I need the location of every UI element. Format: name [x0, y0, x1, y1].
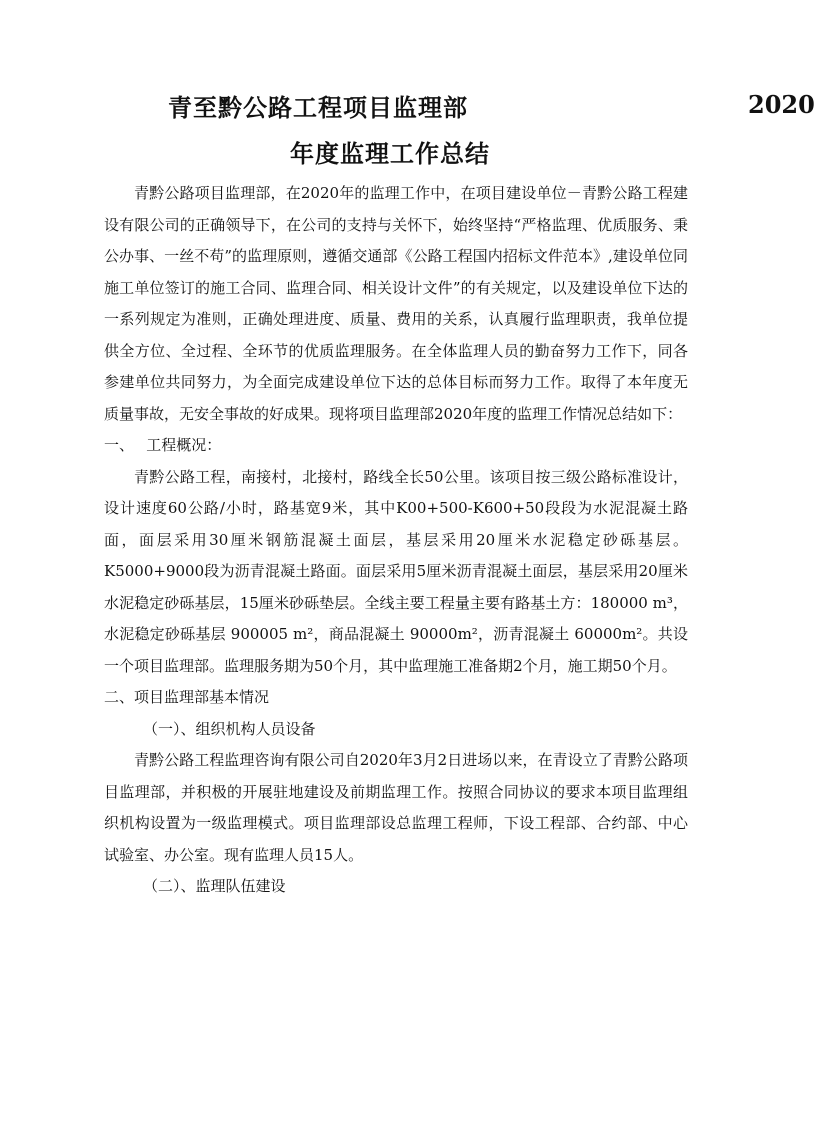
document-subtitle: 年度监理工作总结	[290, 139, 490, 168]
document-body	[104, 178, 688, 903]
subsection-heading-team: （二）、监理队伍建设	[143, 877, 286, 895]
organization-paragraph: 青黔公路工程监理咨询有限公司自2020年3月2日进场以来，在青设立了青黔公路项目监理部，并积极的开展驻地建设及前期监理工作。按照合同协议的要求本项目监理组织机构设置为一级监理模式。项目监理部设总监理工程师，下设工程部、合约部、中心试验室、办公室。现有监理人员15人。	[104, 751, 688, 864]
document-title: 青至黔公路工程项目监理部	[168, 93, 468, 122]
document-title-year: 2020	[748, 90, 815, 119]
section-heading-overview: 一、 工程概况：	[104, 436, 222, 454]
overview-paragraph: 青黔公路工程，南接村，北接村，路线全长50公里。该项目按三级公路标准设计，设计速度60公路/小时，路基宽9米，其中K00+500-K600+50段段为水泥混凝土路面，面层采用30厘米钢筋混凝土面层，基层采用20厘米水泥稳定砂砾基层。K5000+9000段为沥青混凝土路面。面层采用5厘米沥青混凝土面层，基层采用20厘米水泥稳定砂砾基层，15厘米砂砾垫层。全线主要工程量主要有路基土方：180000 m³，水泥稳定砂砾基层 900005 m²，商品混凝土 90000m²，沥青混凝土 60000m²。共设一个项目监理部。监理服务期为50个月，其中监理施工准备期2个月，施工期50个月。	[104, 467, 688, 675]
intro-paragraph: 青黔公路项目监理部，在2020年的监理工作中，在项目建设单位－青黔公路工程建设有限公司的正确领导下，在公司的支持与关怀下，始终坚持“严格监理、优质服务、秉公办事、一丝不苟”的监理原则，遵循交通部《公路工程国内招标文件范本》,建设单位同施工单位签订的施工合同、监理合同、相关设计文件”的有关规定，以及建设单位下达的一系列规定为准则，正确处理进度、质量、费用的关系，认真履行监理职责，我单位提供全方位、全过程、全环节的优质监理服务。在全体监理人员的勤奋努力工作下，同各参建单位共同努力，为全面完成建设单位下达的总体目标而努力工作。取得了本年度无质量事故，无安全事故的好成果。现将项目监理部2020年度的监理工作情况总结如下：	[104, 184, 688, 423]
subsection-heading-organization: （一）、组织机构人员设备	[143, 719, 316, 738]
section-heading-basic-info: 二、项目监理部基本情况	[104, 688, 270, 706]
